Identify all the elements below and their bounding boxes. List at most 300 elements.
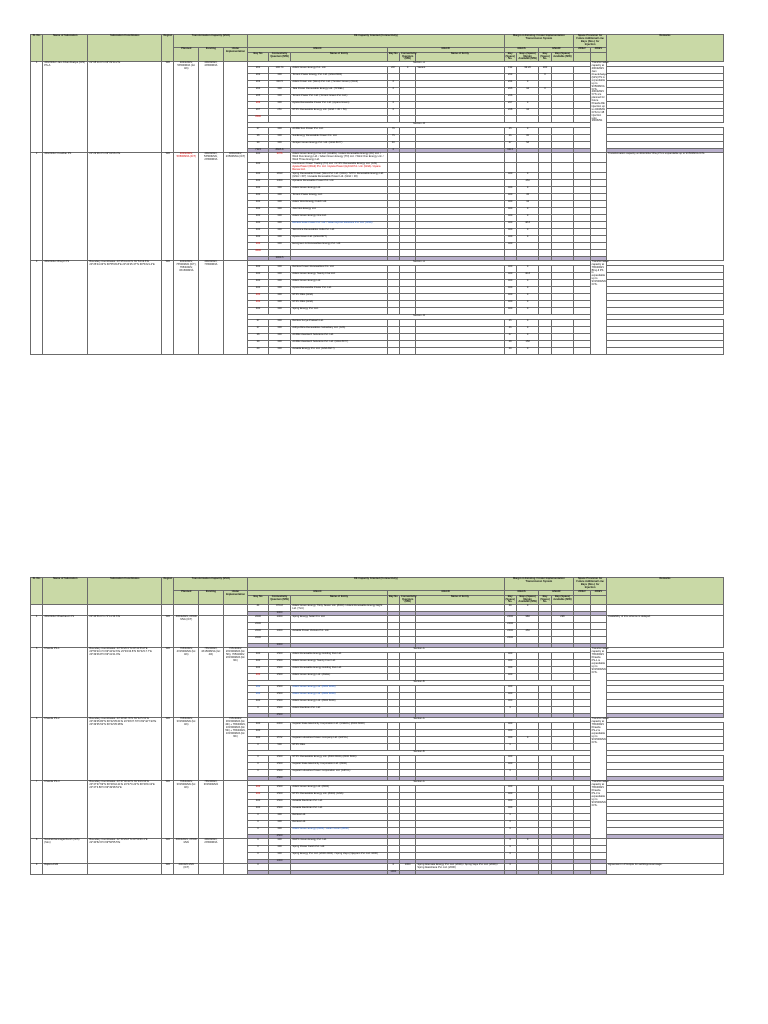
conn-qty-cell: 300 [268,135,291,142]
provision-400-cell [590,616,606,623]
provision-220-cell [574,793,590,800]
planned-cell: 400/220kV, 2X500 MVA [174,839,199,864]
bay-space-no-cell: 0 [504,814,516,821]
entity-r-cell [416,74,504,81]
provision-400-cell [607,707,724,714]
conn-qty-r-cell [399,128,415,135]
entity-r-cell [416,279,504,286]
header-space-provision: Space Provision for Future Additional Line Bays (Nos.) for Injection [574,35,607,48]
entity-r-cell [416,786,504,793]
bay-space-no-cell: 400 [504,242,516,249]
bay-no-r-cell: 1000 [387,871,399,875]
conn-qty-r-cell [399,207,415,214]
entity-r-cell [416,770,504,777]
bay-no-cell: 400 [248,737,269,744]
entity-cell: Adani Green Energy Ltd. (8000 8000) [291,693,387,700]
provision-220-cell [574,786,590,793]
entity-r-cell [416,846,504,853]
coordinates-cell: Boundary Coordinates: 23°47'40.93"N 69°49'9.54"E 23°47'37.59"N 69°49'42.21"E 23°47'0.22"N 69°49'9.13"E 23°47'3.80"N 69°49'38.51"E [88,781,162,839]
conn-qty-r-cell [399,300,415,307]
provision-220-cell [574,340,590,347]
provision-400-cell [590,637,606,644]
provision-220-cell [574,333,590,340]
header-bay-sp-no: Bay (Space) No. [505,51,515,61]
bay-no-cell: 400 [248,730,269,737]
bay-space-no-r-cell [539,142,551,149]
table-row [31,839,724,846]
header-bay-sp-no-r: Bay (Space) No. [540,594,550,604]
provision-400-cell [607,737,724,744]
provision-220-cell [574,723,590,730]
space-avail-cell [551,307,574,314]
coordinates-cell: 22°08'10.6"N 69°39'33.2"E [88,62,162,153]
section-label: Section-B [248,751,590,756]
provision-220-cell [574,179,590,186]
bay-space-no-r-cell [539,737,551,744]
provision-400-cell [607,686,724,693]
header-margin: Margin in Existing / Under Implementation Transmission System [504,578,574,591]
space-avail-cell [551,828,574,835]
section-label: Section-A [248,781,590,786]
conn-qty-cell: 4500 [268,835,291,839]
space-avail-cell [551,74,574,81]
entity-cell [291,871,387,875]
space-avail-cell [551,821,574,828]
bay-no-r-cell [387,193,399,200]
provision-220-cell [574,326,590,333]
provision-400-cell [607,286,724,293]
bays-avail-cell: 45 [516,193,539,200]
bays-avail-cell: 44 [516,109,539,116]
provision-220-cell [574,693,590,700]
bay-space-no-r-cell [539,333,551,340]
bay-no-r-cell [387,770,399,777]
provision-400-cell [590,221,606,228]
entity-r-cell [416,707,504,714]
bay-no-r-cell [387,172,399,179]
space-avail-cell [551,667,574,674]
entity-cell [291,637,387,644]
provision-400-cell [607,67,724,74]
entity-r-cell [416,807,504,814]
bay-space-no-r-cell [539,300,551,307]
conn-qty-cell [268,871,291,875]
entity-cell: ReNew Surya Prakash Ltd. [291,319,387,326]
space-avail-cell [551,347,574,354]
space-avail-cell [551,102,574,109]
bay-no-cell: 400 [248,242,269,249]
conn-qty-r-cell [399,340,415,347]
conn-qty-r-cell [399,730,415,737]
conn-qty-cell: 300 [268,839,291,846]
entity-r-cell: Vacant [416,67,504,74]
sno-cell: 7 [31,781,43,839]
conn-qty-cell: 4500 [268,777,291,781]
conn-qty-r-cell [399,242,415,249]
entity-r-cell [416,737,504,744]
space-avail-cell [551,221,574,228]
conn-qty-r-cell [399,846,415,853]
bay-no-cell: 400 [248,686,269,693]
entity-cell: ACME Cleantech Solutions Pvt. Ltd. (GNA 8977) [291,340,387,347]
bay-no-r-cell [387,616,399,623]
bay-space-no-r-cell [539,286,551,293]
bay-space-no-r-cell [539,828,551,835]
entity-cell: Adani Wind Energy Kutch Ltd. [291,200,387,207]
region-cell: WR [162,864,174,875]
bay-no-r-cell: 207 [387,67,399,74]
header-gnar-s: GNA/R [539,47,574,52]
entity-cell: Torrent Power Energy Ltd. [291,193,387,200]
sno-cell: 8 [31,839,43,864]
conn-qty-cell: 1500 [268,793,291,800]
header-gnar: GNA/R [387,590,504,595]
entity-r-cell [416,814,504,821]
space-avail-cell [551,793,574,800]
conn-qty-cell: 300 [268,128,291,135]
provision-220-cell [574,200,590,207]
conn-qty-cell: 300 [268,272,291,279]
entity-r-cell [416,623,504,630]
space-avail-cell [551,272,574,279]
bay-no-r-cell [387,814,399,821]
bay-space-no-r-cell [539,723,551,730]
bays-avail-cell: 44 [516,200,539,207]
entity-cell: Sprng Renewable Power (Wind Pvt. Ltd. (GNA) / NTPC Renewable Energy Ltd. (GNA > 60") / Avaada Renewable Power Ltd. (GNA > 30) [291,172,387,179]
bay-no-r-cell [387,756,399,763]
entity-r-cell [416,307,504,314]
bays-avail-cell [516,116,539,123]
provision-220-cell [574,300,590,307]
bay-space-no-cell: 400 [504,235,516,242]
space-avail-cell [551,853,574,860]
conn-qty-cell: 3000.5 [268,256,291,260]
provision-220-cell [574,667,590,674]
under-impl-cell: 765/400kV, 3X1500MVA (Ist: 4th) + 765/400kV, 1X1500MVA (Ist: 5th) + 765/400kV, 1X1500MVA (Ist: 6th) [223,718,248,781]
provision-220-cell [574,102,590,109]
sno-cell: 3 [31,260,43,354]
provision-220-cell [574,846,590,853]
header-space-avail: Bay (Space) Available (MW) [551,52,574,62]
substation-name-cell: Khavda PS-3 [43,781,88,839]
existing-cell: 400/220kV, 5X500MVA, 2X500MVA [199,153,224,260]
bay-space-no-r-cell [539,814,551,821]
bays-avail-cell: 0 [516,235,539,242]
existing-cell [199,718,224,781]
entity-cell: Adani Green Energy (8000) / Adani Green (8000) [291,828,387,835]
conn-qty-cell: 1500 [268,786,291,793]
bay-no-r-cell [387,214,399,221]
conn-qty-cell: 300 [268,828,291,835]
entity-cell: Adani Renewable Energy Holding Five Ltd. [291,667,387,674]
entity-r-cell [416,667,504,674]
bay-no-cell: 400 [248,723,269,730]
entity-r-cell [416,102,504,109]
bay-space-no-cell: 208 [504,109,516,116]
substation-name-cell: Navinal/Jamnagar/Kutch (GIS) (Stm) [43,839,88,864]
bay-no-r-cell [387,300,399,307]
bay-space-no-r-cell [539,116,551,123]
provision-400-cell [590,186,606,193]
entity-cell: Adani Green Energy Twenty Four Ltd. [291,660,387,667]
remarks-cell [607,839,724,864]
provision-400-cell [607,653,724,660]
bay-no-cell: 41 [248,605,269,612]
bay-no-r-cell [387,686,399,693]
bay-space-no-cell: 206 [504,95,516,102]
provision-220-cell [574,116,590,123]
bay-space-no-r-cell [539,667,551,674]
remarks-cell: Transformation capacity at 765/400kV Bhuj-II PS is expandable up to 9X1500MVA ICTs. [590,260,606,354]
conn-qty-r-cell [399,228,415,235]
bay-space-no-r-cell [539,763,551,770]
existing-cell: 400/220kV, 7X500MVA [199,260,224,354]
entity-r-cell [416,153,504,163]
bay-no-cell: 0 [248,864,269,871]
provision-400-cell [607,814,724,821]
conn-qty-cell: 300 [268,186,291,193]
entity-cell: Adani Power Ltd. (Wind) Pvt. Ltd. (Tumkur Green) (Wind) [291,81,387,88]
header-sno: Sl. No. [31,35,43,62]
bays-avail-cell: 0 [516,214,539,221]
bay-no-cell: 38 [248,333,269,340]
bay-space-no-r-cell [539,135,551,142]
space-avail-cell [551,814,574,821]
provision-220-cell [574,265,590,272]
provision-400-cell [607,347,724,354]
bays-avail-cell [516,723,539,730]
header-remarks: Remarks [607,578,724,605]
bay-space-no-cell: 49 [504,347,516,354]
provision-400-cell [607,807,724,814]
entity-r-cell [416,193,504,200]
entity-r-cell: Sprng Alternate Energy Pvt. Ltd. (2000) / Sprng Vayu Pvt. Ltd. (2000) / Sprng Akarshana Pvt. Ltd. (2000) [416,864,504,871]
entity-cell [291,249,387,256]
provision-400-cell [590,242,606,249]
provision-220-cell [574,347,590,354]
conn-qty-cell: 300 [268,88,291,95]
bay-no-cell: 400 [248,214,269,221]
bay-no-cell: 400 [248,207,269,214]
conn-qty-cell: 1500 [268,660,291,667]
entity-cell: Adani Green Energy Ltd. (8000) [291,786,387,793]
entity-r-cell [416,630,504,637]
entity-cell: NTPC REL (GNA) [291,300,387,307]
entity-cell: Gujarat State Electricity Corporation Ltd. (GSECL) (8000 8000) [291,723,387,730]
under-impl-cell [223,260,248,354]
space-avail-cell [551,319,574,326]
under-impl-cell [223,864,248,875]
bay-space-no-r-cell: 0 [539,88,551,95]
bay-no-r-cell [387,207,399,214]
provision-400-cell [590,864,606,871]
section-label: Section -A [248,62,590,67]
header-gna-s: GNA/S [504,590,539,595]
provision-400-cell [607,777,724,781]
entity-r-cell [416,674,504,681]
provision-220-cell [574,214,590,221]
bay-space-no-cell: 400 [504,221,516,228]
entity-r-cell [416,249,504,256]
bay-space-no-cell: 0 [504,853,516,860]
bays-avail-cell [516,853,539,860]
bay-space-no-r-cell [539,660,551,667]
provision-400-cell [607,786,724,793]
provision-400-cell [607,128,724,135]
bay-no-r-cell [387,221,399,228]
bay-no-r-cell [387,605,399,612]
conn-qty-r-cell [399,172,415,179]
entity-cell: NTPC Renewable Energy Ltd. (8000) (GNA) [291,793,387,800]
conn-qty-r-cell [399,756,415,763]
remarks-cell: Transformation capacity at 400/220kV Bhuj PS is expandable up to 9X500MVA ICTs. [607,153,724,260]
bay-space-no-r-cell [539,326,551,333]
bay-no-cell: 400 [248,300,269,307]
conn-qty-cell: 300 [268,142,291,149]
entity-r-cell [416,81,504,88]
bay-space-no-r-cell [539,686,551,693]
bay-space-no-cell: 45 [504,128,516,135]
bay-space-no-cell: 400 [504,300,516,307]
provision-400-cell [607,714,724,718]
bay-space-no-cell: 400 [504,700,516,707]
provision-400-cell [607,102,724,109]
table-row [31,864,724,871]
region-cell: WR [162,153,174,260]
bay-space-no-cell: 204 [504,81,516,88]
provision-400-cell [590,200,606,207]
header-region: Region [162,35,174,62]
provision-220-cell [574,828,590,835]
conn-qty-r-cell [399,637,415,644]
bay-no-cell: 400 [248,172,269,179]
table-header-page-1 [31,35,724,62]
conn-qty-r-cell [399,700,415,707]
entity-cell: Adani Green Energy Ltd. (AGEL) [291,674,387,681]
entity-cell: Adani Green Energy Ltd. [291,279,387,286]
bay-space-no-r-cell [539,871,551,875]
provision-220-cell [574,279,590,286]
entity-r-cell [416,340,504,347]
region-cell: WR [162,648,174,718]
provision-220-cell [574,307,590,314]
entity-cell: Ayana Renewable Power Pvt. Ltd. [291,286,387,293]
bay-space-no-r-cell [539,623,551,630]
bays-avail-cell [516,793,539,800]
bays-avail-cell: 158 [516,340,539,347]
bay-space-no-cell: 400 [504,653,516,660]
under-impl-cell [223,839,248,864]
bay-no-r-cell [387,272,399,279]
sno-cell: 5 [31,648,43,718]
entity-r-cell [416,756,504,763]
bay-space-no-cell: 400 [504,293,516,300]
space-avail-cell [551,172,574,179]
bay-space-no-cell: 2000 [504,616,516,623]
provision-400-cell [607,300,724,307]
space-avail-cell [551,730,574,737]
conn-qty-cell: 1000 [268,860,291,864]
bays-avail-cell: 0 [516,307,539,314]
bays-avail-cell: 450 [516,630,539,637]
conn-qty-r-cell [399,142,415,149]
conn-qty-r-cell [399,667,415,674]
entity-r-cell [416,793,504,800]
space-avail-cell [551,623,574,630]
bay-no-cell: 3500 [248,116,269,123]
bay-no-cell: 0 [248,828,269,835]
entity-r-cell [416,95,504,102]
existing-cell [199,616,224,648]
bay-no-cell: 204 [248,88,269,95]
bay-no-r-cell [387,630,399,637]
space-avail-cell [551,153,574,163]
provision-220-cell [574,172,590,179]
bay-no-cell: 400 [248,700,269,707]
space-avail-cell [551,807,574,814]
bay-space-no-r-cell [539,249,551,256]
entity-r-cell [416,228,504,235]
provision-220-cell [574,193,590,200]
conn-qty-r-cell [399,630,415,637]
bay-no-r-cell [387,800,399,807]
bay-no-cell: 400 [248,179,269,186]
conn-qty-cell: 300.5 [268,81,291,88]
bay-no-cell: 37 [248,326,269,333]
provision-220-cell [574,853,590,860]
substation-name-cell: 400/220kV Bhachau-II PS [43,616,88,648]
bay-no-cell: 400 [248,693,269,700]
planned-cell: 400/220kV, 2X500 MVA (ICT) [174,616,199,648]
bays-avail-cell [516,770,539,777]
conn-qty-cell: 1500 [268,763,291,770]
bay-space-no-r-cell [539,95,551,102]
bay-no-r-cell [387,249,399,256]
conn-qty-cell: 879.8 [268,605,291,612]
header-conn-qty-r: Connectivity Quantum (MW) [400,51,417,61]
provision-220-cell [574,630,590,637]
conn-qty-r-cell [399,88,415,95]
provision-220-cell [574,637,590,644]
bay-space-no-cell: 2000 [504,623,516,630]
bays-avail-cell [516,637,539,644]
entity-r-cell [416,88,504,95]
space-avail-cell [551,737,574,744]
bay-no-r-cell [387,853,399,860]
conn-qty-cell: 300 [268,235,291,242]
conn-qty-cell: 300 [268,279,291,286]
entity-cell: Juniper Green Energy Pvt. Ltd. (GNA 8977) [291,142,387,149]
bay-no-r-cell [387,667,399,674]
bays-avail-cell [516,153,539,163]
bay-no-cell: 400 [248,793,269,800]
bays-avail-cell [516,686,539,693]
header-region: Region [162,578,174,605]
entity-cell: Sprng Energy Solar Pvt. Ltd. [291,616,387,623]
entity-r-cell [416,300,504,307]
bay-no-cell: 400 [248,800,269,807]
provision-220-cell [574,686,590,693]
bay-space-no-cell: 400 [504,693,516,700]
conn-qty-cell: 300 [268,814,291,821]
provision-220-cell [574,88,590,95]
section-label: Section-A [248,648,590,653]
entity-r-cell [416,272,504,279]
header-space-provision: Space Provision for Future Additional Line Bays (Nos.) for Injection [574,578,607,591]
entity-r-cell [416,853,504,860]
bay-space-no-cell: 205 [504,88,516,95]
conn-qty-cell: 2000 [268,723,291,730]
